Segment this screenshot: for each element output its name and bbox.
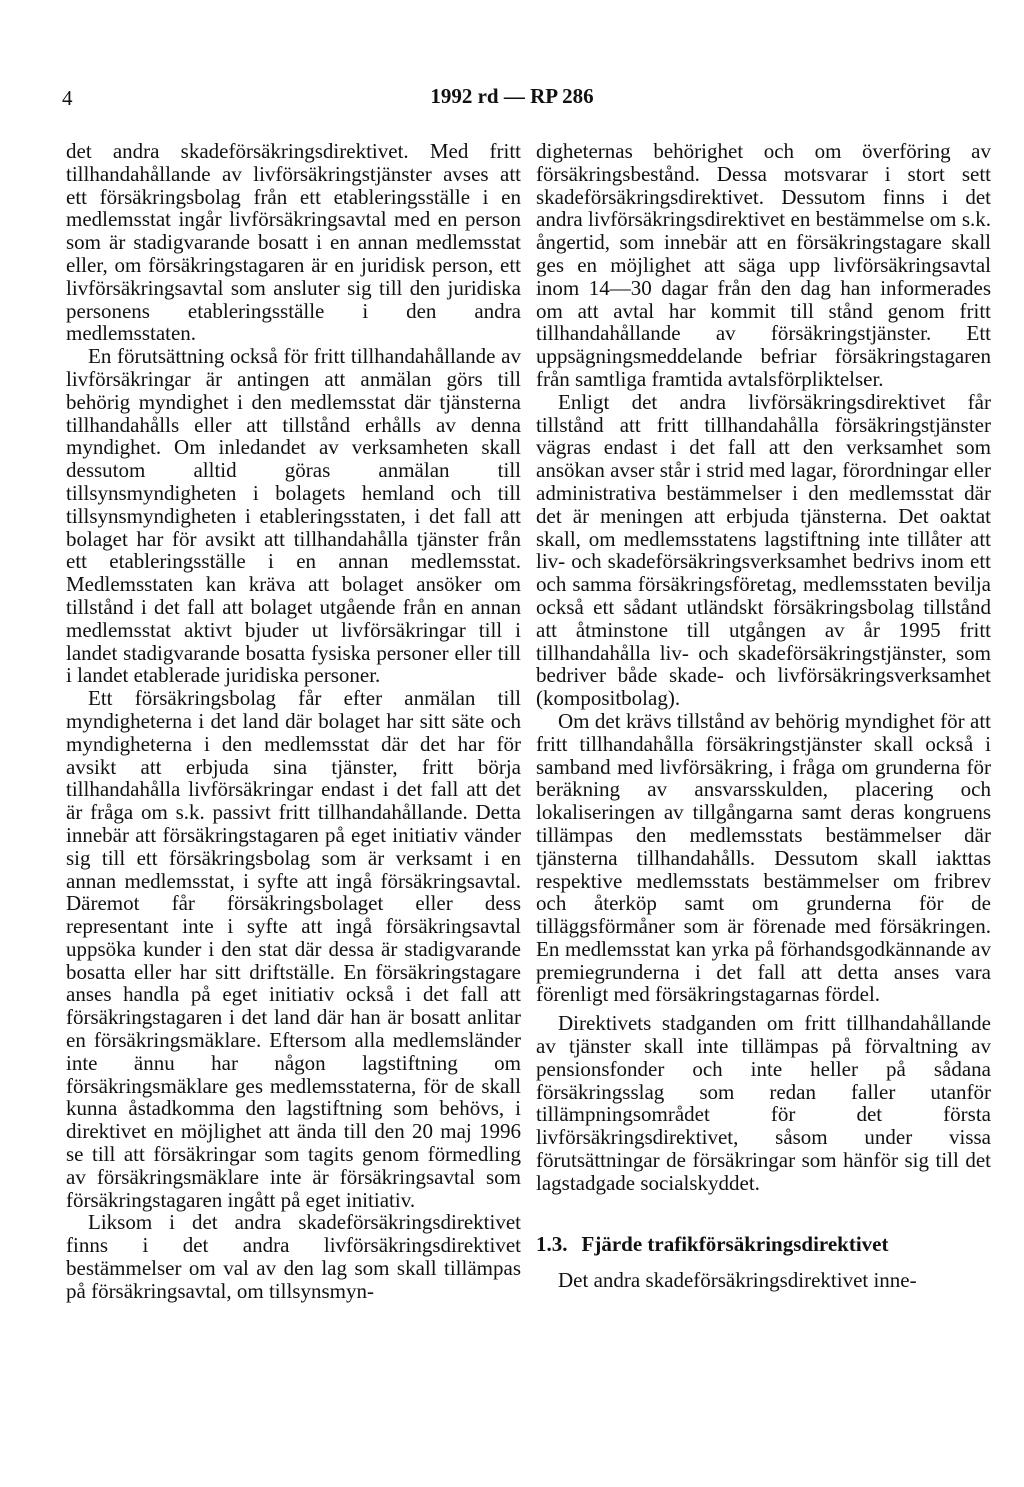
- paragraph: Enligt det andra livförsäkringsdirektivet får tillstånd att fritt tillhandahålla försäkringstjänster vägras endast i det fall att den verksamhet som ansökan avser står i strid med lagar, förordningar eller administrativa bestämmelser i den medlemsstat där det är meningen att erbjuda tjänsterna. Det oaktat skall, om medlemsstatens lagstiftning inte tillåter att liv- och skadeförsäkringsverksamhet bedrivs inom ett och samma försäkringsföretag, medlemsstaten bevilja också ett sådant utländskt försäkringsbolag tillstånd att åtminstone till utgången av år 1995 fritt tillhandahålla liv- och skadeförsäkringstjänster, som bedriver både skade- och livförsäkringsverksamhet (kompositbolag).: [536, 389, 991, 711]
- page-number: 4: [62, 86, 73, 110]
- right-column: [536, 140, 991, 1292]
- paragraph: Ett försäkringsbolag får efter anmälan till myndigheterna i det land där bolaget har sitt säte och myndigheterna i den medlemsstat där det har för avsikt att erbjuda sina tjänster, fritt börja tillhandahålla livförsäkringar endast i det fall att det är fråga om s.k. passivt fritt tillhandahållande. Detta innebär att försäkringstagaren på eget initiativ vänder sig till ett försäkringsbolag som är verksamt i en annan medlemsstat, i syfte att ingå försäkringsavtal. Däremot får försäkringsbolaget eller dess representant inte i syfte att ingå försäkringsavtal uppsöka kunder i den stat där dessa är stadigvarande bosatta eller har sitt driftställe. En försäkringstagare anses handla på eget initiativ också i det fall att försäkringstagaren i det land där han är bosatt anlitar en försäkringsmäklare. Eftersom alla medlemsländer inte ännu har någon lagstiftning om försäkringsmäklare ges medlemsstaterna, för de skall kunna åstadkomma den lagstiftning som behövs, i direktivet en möjlighet att ända till den 20 maj 1996 se till att försäkringar som tagits genom förmedling av försäkringsmäklare inte är försäkringsavtal som försäkringstagaren ingått på eget initiativ.: [66, 686, 521, 1212]
- section-number: 1.3.: [536, 1231, 568, 1256]
- paragraph: det andra skadeförsäkringsdirektivet. Med fritt tillhandahållande av livförsäkringstjänster avses att ett försäkringsbolag från ett etableringsställe i en medlemsstat ingår livförsäkringsavtal med en person som är stadigvarande bosatt i en annan medlemsstat eller, om försäkringstagaren är en juridisk person, ett livförsäkringsavtal som ansluter sig till den juridiska personens etableringsställe i den andra medlemsstaten.: [66, 139, 521, 346]
- left-column: [66, 140, 521, 1303]
- paragraph: digheternas behörighet och om överföring av försäkringsbestånd. Dessa motsvarar i stort sett skadeförsäkringsdirektivet. Dessutom finns i det andra livförsäkringsdirektivet en bestämmelse om s.k. ångertid, som innebär att en försäkringstagare skall ges en möjlighet att säga upp livförsäkringsavtal inom 14—30 dagar från den dag han informerades om att avtal har kommit till stånd genom fritt tillhandahållande av försäkringstjänster. Ett uppsägningsmeddelande befriar försäkringstagaren från samtliga framtida avtalsförpliktelser.: [536, 139, 991, 391]
- paragraph: Liksom i det andra skadeförsäkringsdirektivet finns i det andra livförsäkringsdirektivet bestämmelser om val av den lag som skall tillämpas på försäkringsavtal, om tillsynsmyn-: [66, 1210, 521, 1303]
- section-title: Fjärde trafikförsäkringsdirektivet: [581, 1231, 889, 1256]
- paragraph: Det andra skadeförsäkringsdirektivet inne-: [558, 1268, 917, 1293]
- running-title: 1992 rd — RP 286: [430, 84, 594, 108]
- paragraph: En förutsättning också för fritt tillhandahållande av livförsäkringar är antingen att anmälan görs till behörig myndighet i den medlemsstat där tjänsterna tillhandahålls eller att tillstånd erhålls av denna myndighet. Om inledandet av verksamheten skall dessutom alltid göras anmälan till tillsynsmyndigheten i bolagets hemland och till tillsynsmyndigheten i etableringsstaten, i det fall att bolaget har för avsikt att tillhandahålla tjänster från ett etableringsställe i en annan medlemsstat. Medlemsstaten kan kräva att bolaget ansöker om tillstånd i det fall att bolaget utgående från en annan medlemsstat aktivt bjuder ut livförsäkringar till i landet stadigvarande bosatta fysiska personer eller till i landet etablerade juridiska personer.: [66, 344, 521, 688]
- paragraph: Om det krävs tillstånd av behörig myndighet för att fritt tillhandahålla försäkringstjänster skall också i samband med livförsäkring, i fråga om grunderna för beräkning av ansvarsskulden, placering och lokaliseringen av tillgångarna samt deras kongruens tillämpas den medlemsstats bestämmelser där tjänsterna tillhandahålls. Dessutom skall iakttas respektive medlemsstats bestämmelser om fribrev och återköp samt om grunderna för de tilläggsförmåner som är förenade med försäkringen. En medlemsstat kan yrka på förhandsgodkännande av premiegrunderna i det fall att detta anses vara förenligt med försäkringstagarnas fördel.: [536, 708, 991, 1007]
- paragraph: Direktivets stadganden om fritt tillhandahållande av tjänster skall inte tillämpas på förvaltning av pensionsfonder och inte heller på sådana försäkringsslag som redan faller utanför tillämpningsområdet för det första livförsäkringsdirektivet, såsom under vissa förutsättningar de försäkringar som hänför sig till det lagstadgade socialskyddet.: [536, 1011, 991, 1195]
- section-heading: [536, 1233, 991, 1256]
